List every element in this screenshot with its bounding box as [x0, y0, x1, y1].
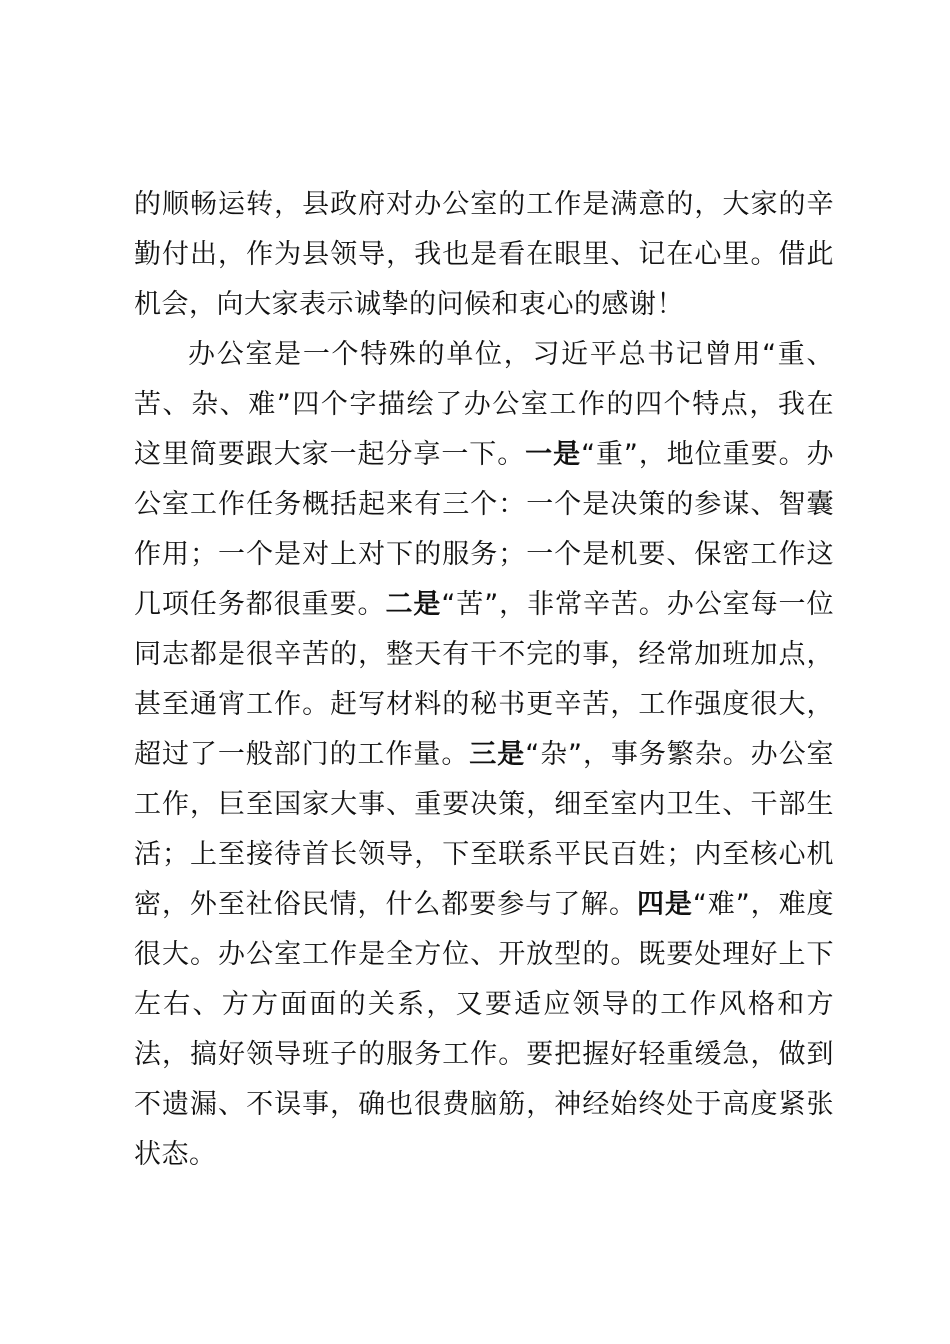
document-body — [134, 180, 834, 1180]
paragraph-four-characteristics — [134, 330, 834, 1180]
point-2-text: “苦”，非常辛苦。办公室每一位同志都是很辛苦的，整天有干不完的事，经常加班加点，甚至通宵工作。赶写材料的秘书更辛苦，工作强度很大，超过了一般部门的工作量。 — [134, 589, 835, 770]
point-3-text: “杂”，事务繁杂。办公室工作，巨至国家大事、重要决策，细至室内卫生、干部生活；上至接待首长领导，下至联系平民百姓；内至核心机密，外至社俗民情，什么都要参与了解。 — [134, 739, 835, 920]
point-3-label: 三是 — [469, 739, 526, 770]
point-4-text: “难”，难度很大。办公室工作是全方位、开放型的。既要处理好上下左右、方方面面的关系，又要适应领导的工作风格和方法，搞好领导班子的服务工作。要把握好轻重缓急，做到不遗漏、不误事，确也很费脑筋，神经始终处于高度紧张状态。 — [134, 889, 835, 1170]
paragraph-continuation — [134, 180, 834, 330]
point-1-label: 一是 — [525, 439, 582, 470]
paragraph-2-intro: 办公室是一个特殊的单位，习近平总书记曾用“重、苦、杂、难”四个字描绘了办公室工作的四个特点，我在这里简要跟大家一起分享一下。 — [134, 339, 834, 470]
paragraph-1-text: 的顺畅运转，县政府对办公室的工作是满意的，大家的辛勤付出，作为县领导，我也是看在眼里、记在心里。借此机会，向大家表示诚挚的问候和衷心的感谢！ — [134, 189, 834, 320]
point-1-text: “重”，地位重要。办公室工作任务概括起来有三个：一个是决策的参谋、智囊作用；一个是对上对下的服务；一个是机要、保密工作这几项任务都很重要。 — [134, 439, 835, 620]
point-2-label: 二是 — [385, 589, 442, 620]
point-4-label: 四是 — [636, 889, 693, 920]
